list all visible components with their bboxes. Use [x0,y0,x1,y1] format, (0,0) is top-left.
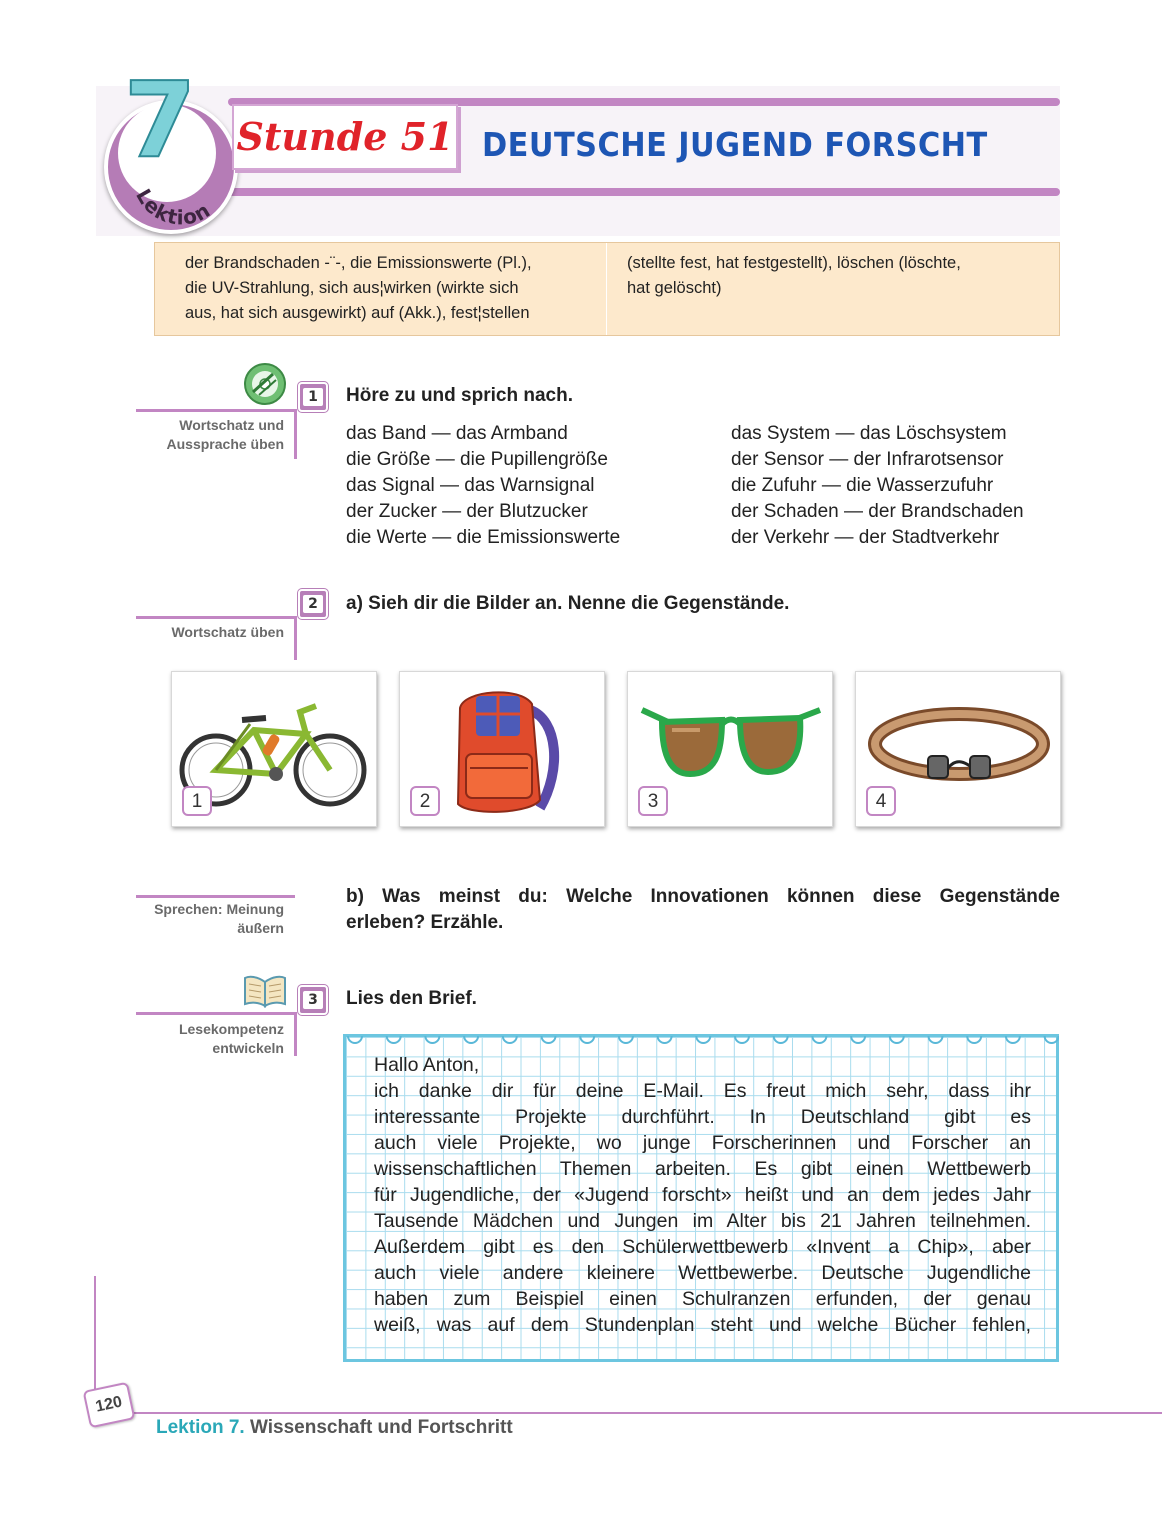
side-line [294,409,297,459]
stunde-label: Stunde 51 [232,104,458,170]
cd-audio-icon [243,362,287,410]
footer-line [96,1412,1162,1414]
picture-number: 1 [182,786,212,816]
side-line [136,895,295,898]
letter-line: auch viele Projekte, wo junge Forscherinnen und Forscher an [374,1132,1031,1154]
word-pair: die Zufuhr — die Wasserzufuhr [731,475,994,496]
side-label-lesekompetenz: Lesekompetenz entwickeln [178,1021,284,1056]
vocabulary-box [154,242,1060,336]
side-line [294,616,297,660]
letter-line: interessante Projekte durchführt. In Deutschland gibt es [374,1106,1031,1128]
backpack-icon [440,680,564,820]
spiral-ring [774,1036,788,1043]
word-pair: das Band — das Armband [346,423,568,444]
vocab-line: die UV-Strahlung, sich aus¦wirken (wirkte sich [185,279,519,297]
picture-number: 4 [866,786,896,816]
task-2b: b) Was meinst du: Welche Innovationen können diese Gegenstände erleben? Erzähle. [346,886,1060,933]
word-pair: das Signal — das Warnsignal [346,475,595,496]
vocab-line: der Brandschaden -¨-, die Emissionswerte (Pl.), [185,254,532,272]
side-label-wortschatz-aussprache: Wortschatz und Aussprache üben [166,417,284,452]
page-number: 120 [83,1382,136,1429]
letter-greeting: Hallo Anton, [374,1054,480,1076]
spiral-ring [348,1036,362,1043]
book-icon [243,974,287,1012]
word-pair: der Zucker — der Blutzucker [346,501,588,522]
spiral-ring [929,1036,943,1043]
spiral-binding [343,1028,1059,1044]
lesson-word [128,138,238,228]
word-pair: der Sensor — der Infrarotsensor [731,449,1004,470]
letter-line: Tausende Mädchen und Jungen im Alter bis 21 Jahren teilnehmen. [374,1210,1031,1232]
side-label-wortschatz: Wortschatz üben [171,624,284,640]
vocab-line: aus, hat sich ausgewirkt) auf (Akk.), fest¦stellen [185,304,530,322]
picture-number: 2 [410,786,440,816]
letter-line: haben zum Beispiel einen Schulranzen erfunden, der genau [374,1288,1031,1310]
spiral-ring [967,1036,981,1043]
spiral-ring [503,1036,517,1043]
picture-card-4 [855,671,1061,827]
word-list-left [346,421,620,551]
spiral-ring [542,1036,556,1043]
footer-lesson: Lektion 7. Wissenschaft und Fortschritt [156,1417,513,1438]
spiral-ring [890,1036,904,1043]
word-pair: die Werte — die Emissionswerte [346,527,621,548]
side-label-sprechen: Sprechen: Meinung äußern [154,901,284,936]
picture-number: 3 [638,786,668,816]
word-pair: das System — das Löschsystem [731,423,1007,444]
side-line [294,1012,297,1056]
spiral-ring [812,1036,826,1043]
task-1: Höre zu und sprich nach. [346,385,573,406]
spiral-ring [464,1036,478,1043]
word-pair: der Verkehr — der Stadtverkehr [731,527,1000,548]
task-3: Lies den Brief. [346,988,477,1009]
picture-card-3 [627,671,833,827]
letter-line: auch viele andere kleinere Wettbewerbe. Deutsche Jugendliche [374,1262,1031,1284]
lesson-number: 7 [123,59,197,181]
word-pair: die Größe — die Pupillengröße [346,449,608,470]
page-title: DEUTSCHE JUGEND FORSCHT [482,125,988,164]
spiral-ring [425,1036,439,1043]
letter-line: weiß, was auf dem Stundenplan steht und welche Bücher fehlen, [374,1314,1031,1336]
letter-line: für Jugendliche, der «Jugend forscht» heißt und an dem jedes Jahr [374,1184,1031,1206]
vocab-left-column [155,243,607,335]
letter-line: Außerdem gibt es den Schülerwettbewerb «Invent a Chip», aber [374,1236,1031,1258]
sunglasses-icon [638,702,824,792]
spiral-ring [1006,1036,1020,1043]
spiral-ring [1045,1036,1059,1043]
spiral-ring [580,1036,594,1043]
side-line [136,409,297,412]
letter-text [374,1052,1031,1338]
letter-line: wissenschaftlichen Themen arbeiten. Es gibt einen Wettbewerb [374,1158,1031,1180]
word-pair: der Schaden — der Brandschaden [731,501,1024,522]
spiral-ring [851,1036,865,1043]
svg-text:Lektion: Lektion [131,184,215,228]
header-bottom-line [228,188,1060,196]
vocab-right-column [607,243,1059,335]
side-line [136,616,297,619]
exercise-number-2: 2 [298,589,328,619]
vocab-line: (stellte fest, hat festgestellt), löschen (löschte, [627,254,961,272]
picture-card-2 [399,671,605,827]
side-line [136,1012,297,1015]
spiral-ring [619,1036,633,1043]
task-2a: a) Sieh dir die Bilder an. Nenne die Gegenstände. [346,593,790,614]
spiral-ring [735,1036,749,1043]
picture-card-1 [171,671,377,827]
spiral-ring [658,1036,672,1043]
exercise-number-3: 3 [298,985,328,1015]
spiral-ring [387,1036,401,1043]
letter-line: ich danke dir für deine E-Mail. Es freut mich sehr, dass ihr [374,1080,1031,1102]
vocab-line: hat gelöscht) [627,279,722,297]
exercise-number-1: 1 [298,382,328,412]
spiral-ring [696,1036,710,1043]
word-list-right [731,421,1024,551]
